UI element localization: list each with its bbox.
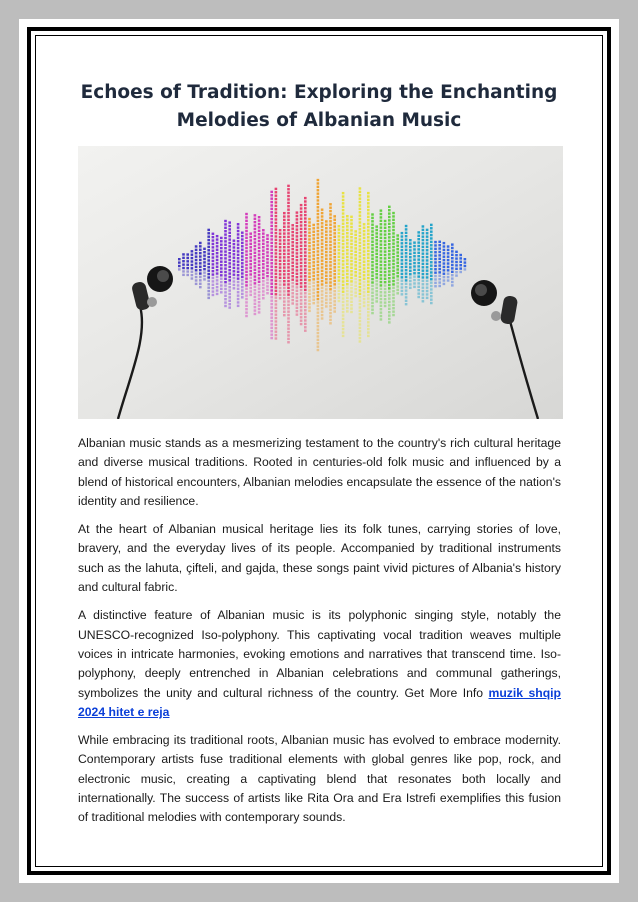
paragraph-1: Albanian music stands as a mesmerizing testament to the country's rich cultural heritage and diverse musical traditions. Rooted in centuries-old folk music and influenced by a blend of historical encounters, Albanian melodies encapsulate the essence of the nation's identity and resilience. [78,436,561,508]
paragraph-3 [78,606,561,722]
paragraph-3-text: A distinctive feature of Albanian music is its polyphonic singing style, notably the UNESCO-recognized Iso-polyphony. This captivating vocal tradition weaves multiple voices in intricate harmonies, evoking emotions and narratives that transcend time. Iso-polyphony, deeply entrenched in Albanian celebrations and communal gatherings, symbolizes the unity and cultural richness of the country. Get More Info [78,608,561,700]
more-info-link[interactable]: muzik shqip 2024 hitet e reja [78,685,561,719]
paragraph-4: While embracing its traditional roots, Albanian music has evolved to embrace modernity. Contemporary artists fuse traditional elements with global genres like pop, rock, and electronic music, creating a captivating blend that resonates both locally and internationally. The success of artists like Rita Ora and Era Istrefi exemplifies this fusion of traditional melodies with contemporary sounds. [78,733,561,825]
document-page [19,19,619,883]
document-title: Echoes of Tradition: Exploring the Enchanting Melodies of Albanian Music [80,82,558,131]
paragraph-2: At the heart of Albanian musical heritage lies its folk tunes, carrying stories of love, bravery, and the everyday lives of its people. Accompanied by traditional instruments such as the lahuta, çifteli, and gajda, these songs paint vivid pictures of Albania's history and cultural fabric. [78,522,561,595]
document-body [78,434,561,837]
earphones-soundwave-image [78,146,563,419]
